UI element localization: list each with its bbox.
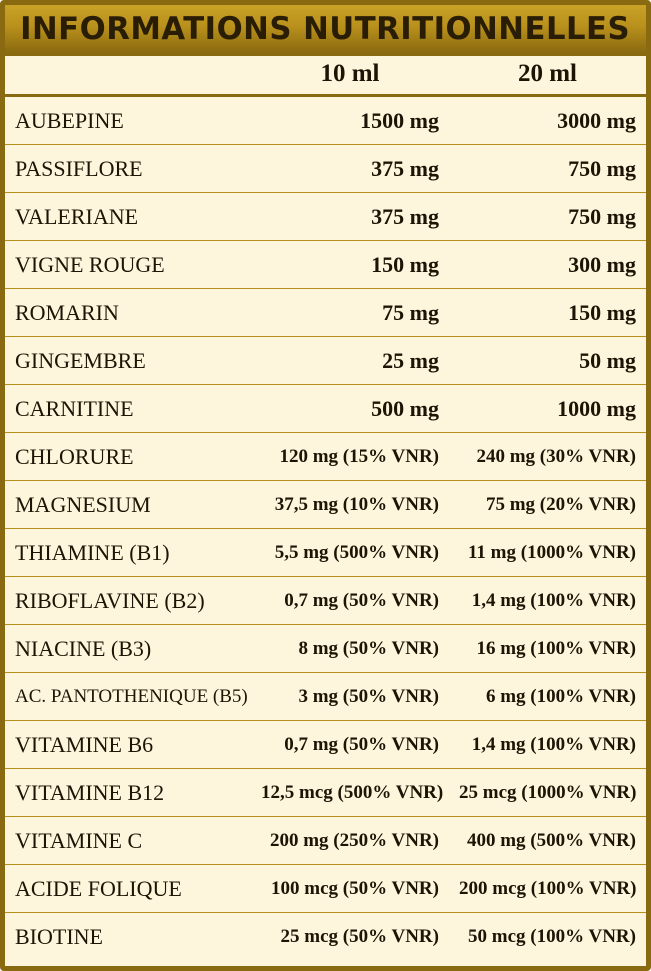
- column-header-dose-20ml: 20 ml: [449, 56, 646, 96]
- table-header: [5, 56, 646, 96]
- nutrient-dose-10ml: 3 mg (50% VNR): [251, 673, 449, 721]
- nutrient-dose-20ml: 300 mg: [449, 241, 646, 289]
- table-body: [5, 96, 646, 961]
- nutrient-dose-10ml: 25 mg: [251, 337, 449, 385]
- table-row: [5, 817, 646, 865]
- nutrient-dose-10ml: 120 mg (15% VNR): [251, 433, 449, 481]
- nutrient-dose-20ml: 11 mg (1000% VNR): [449, 529, 646, 577]
- nutrient-dose-20ml: 400 mg (500% VNR): [449, 817, 646, 865]
- nutrient-dose-20ml: 750 mg: [449, 145, 646, 193]
- nutrient-dose-20ml: 50 mg: [449, 337, 646, 385]
- table-row: [5, 865, 646, 913]
- page-title: INFORMATIONS NUTRITIONNELLES: [20, 11, 631, 47]
- nutrient-dose-20ml: 150 mg: [449, 289, 646, 337]
- nutrient-name: RIBOFLAVINE (B2): [5, 577, 251, 625]
- table-row: [5, 145, 646, 193]
- nutrient-dose-10ml: 25 mcg (50% VNR): [251, 913, 449, 961]
- nutrient-name: CARNITINE: [5, 385, 251, 433]
- nutrient-name: ROMARIN: [5, 289, 251, 337]
- nutrient-dose-10ml: 37,5 mg (10% VNR): [251, 481, 449, 529]
- nutrient-name: VIGNE ROUGE: [5, 241, 251, 289]
- nutrient-dose-10ml: 75 mg: [251, 289, 449, 337]
- nutrient-name: VITAMINE B12: [5, 769, 251, 817]
- table-row: [5, 433, 646, 481]
- nutrient-dose-10ml: 375 mg: [251, 193, 449, 241]
- nutrient-dose-20ml: 1,4 mg (100% VNR): [449, 577, 646, 625]
- table-row: [5, 721, 646, 769]
- table-row: [5, 241, 646, 289]
- table-row: [5, 529, 646, 577]
- nutrient-dose-10ml: 100 mcg (50% VNR): [251, 865, 449, 913]
- nutrient-dose-10ml: 5,5 mg (500% VNR): [251, 529, 449, 577]
- table-row: [5, 337, 646, 385]
- nutrient-dose-20ml: 16 mg (100% VNR): [449, 625, 646, 673]
- nutrient-dose-20ml: 6 mg (100% VNR): [449, 673, 646, 721]
- nutrient-dose-10ml: 0,7 mg (50% VNR): [251, 721, 449, 769]
- column-header-dose-10ml: 10 ml: [251, 56, 449, 96]
- nutrient-name: MAGNESIUM: [5, 481, 251, 529]
- nutrient-dose-20ml: 200 mcg (100% VNR): [449, 865, 646, 913]
- table-row: [5, 385, 646, 433]
- nutrient-dose-20ml: 3000 mg: [449, 96, 646, 145]
- nutrient-dose-10ml: 0,7 mg (50% VNR): [251, 577, 449, 625]
- table-row: [5, 769, 646, 817]
- column-header-nutrient: [5, 56, 251, 96]
- table-row: [5, 481, 646, 529]
- nutrient-name: GINGEMBRE: [5, 337, 251, 385]
- nutrient-dose-10ml: 12,5 mcg (500% VNR): [251, 769, 449, 817]
- nutrient-name: BIOTINE: [5, 913, 251, 961]
- nutrient-name: PASSIFLORE: [5, 145, 251, 193]
- table-row: [5, 625, 646, 673]
- nutrient-dose-10ml: 1500 mg: [251, 96, 449, 145]
- nutrient-dose-20ml: 750 mg: [449, 193, 646, 241]
- table-row: [5, 96, 646, 145]
- nutrient-dose-20ml: 50 mcg (100% VNR): [449, 913, 646, 961]
- panel-title-bar: [5, 5, 646, 56]
- table-row: [5, 193, 646, 241]
- table-row: [5, 673, 646, 721]
- nutrient-name: THIAMINE (B1): [5, 529, 251, 577]
- nutrition-table: [5, 56, 646, 960]
- nutrient-name: VITAMINE C: [5, 817, 251, 865]
- nutrient-dose-20ml: 1000 mg: [449, 385, 646, 433]
- nutrient-name: VITAMINE B6: [5, 721, 251, 769]
- nutrient-dose-20ml: 75 mg (20% VNR): [449, 481, 646, 529]
- table-row: [5, 577, 646, 625]
- nutrient-name: NIACINE (B3): [5, 625, 251, 673]
- table-row: [5, 913, 646, 961]
- nutrient-dose-20ml: 240 mg (30% VNR): [449, 433, 646, 481]
- nutrient-dose-10ml: 200 mg (250% VNR): [251, 817, 449, 865]
- table-row: [5, 289, 646, 337]
- nutrient-name: AUBEPINE: [5, 96, 251, 145]
- nutrient-name: ACIDE FOLIQUE: [5, 865, 251, 913]
- nutrient-dose-10ml: 150 mg: [251, 241, 449, 289]
- nutrient-name: AC. PANTOTHENIQUE (B5): [5, 673, 251, 721]
- table-header-row: [5, 56, 646, 96]
- nutrient-dose-20ml: 1,4 mg (100% VNR): [449, 721, 646, 769]
- nutrient-dose-10ml: 500 mg: [251, 385, 449, 433]
- nutrient-dose-10ml: 375 mg: [251, 145, 449, 193]
- nutrient-name: CHLORURE: [5, 433, 251, 481]
- nutrient-dose-10ml: 8 mg (50% VNR): [251, 625, 449, 673]
- nutrient-name: VALERIANE: [5, 193, 251, 241]
- nutrient-dose-20ml: 25 mcg (1000% VNR): [449, 769, 646, 817]
